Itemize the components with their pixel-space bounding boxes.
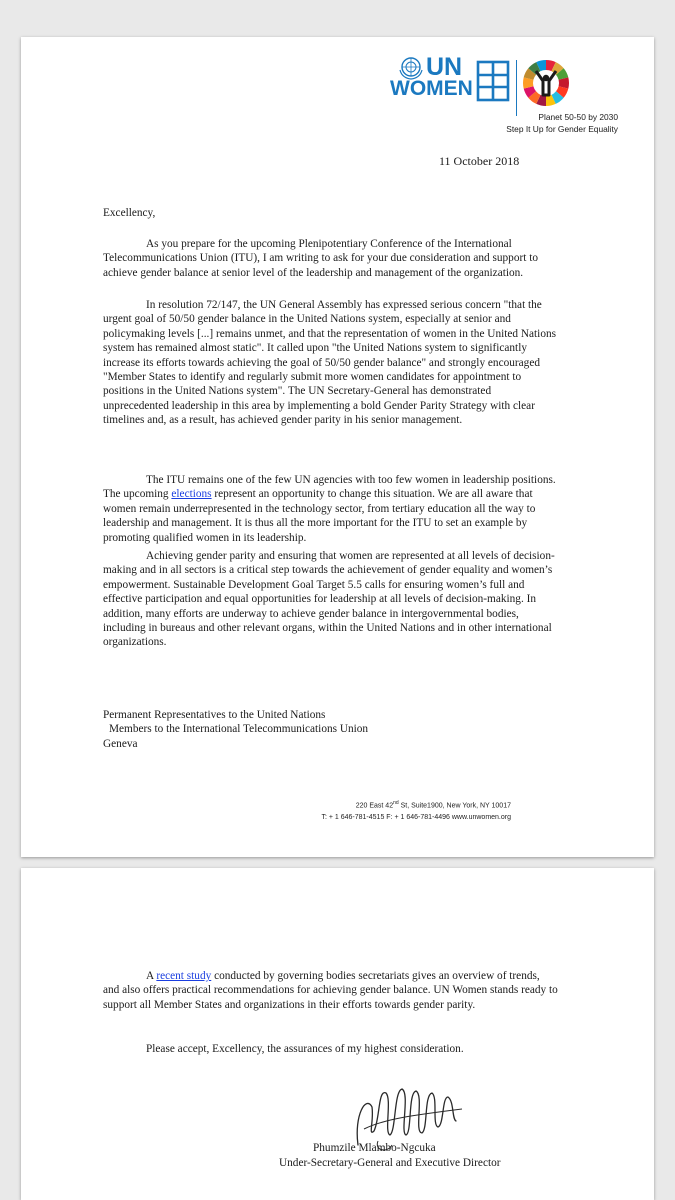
footer-address (321, 797, 511, 812)
signer-block (279, 1141, 501, 1171)
footer-address-prefix: 220 East 42 (355, 802, 394, 810)
addressee-line-3: Geneva (103, 737, 138, 750)
paragraph-4: Achieving gender parity and ensuring that women are represented at all levels of decision-making and in all sectors is a critical step towards the achievement of gender equality and women’s empowerment. Sustainable Development Goal Target 5.5 calls for ensuring women’s full and effective participation and equal opportunities for leadership at all levels of decision-making. In addition, many efforts are underway to achieve gender balance in intergovernmental bodies, including in bureaus and other relevant organs, within the United Nations and in other international organizations. (103, 550, 555, 649)
logo-text-women: WOMEN (390, 77, 473, 100)
footer-address-sup: nd (393, 800, 399, 806)
paragraph-6: Please accept, Excellency, the assurances of my highest consideration. (146, 1043, 464, 1055)
tagline (506, 111, 618, 135)
letter-date: 11 October 2018 (439, 154, 520, 168)
paragraph-3-text-after: represent an opportunity to change this situation. We are all aware that women remain underrepresented in the technology sector, from tertiary education all the way to leadership and management. It is thus all the more important for the ITU to set an example by promoting qualified women in its leadership. (103, 488, 536, 544)
paragraph-5-text-after: conducted by governing bodies secretariats gives an overview of trends, and also offers practical recommendations for achieving gender balance. UN Women stands ready to support all Member States and organizations in their efforts towards gender parity. (103, 970, 558, 1011)
tagline-line-2: Step It Up for Gender Equality (506, 124, 618, 134)
letter-page-2 (21, 868, 654, 1200)
footer-address-suffix: St, Suite1900, New York, NY 10017 (398, 802, 511, 810)
addressee-line-2: Members to the International Telecommunications Union (109, 723, 369, 736)
paragraph-3 (103, 473, 558, 545)
recent-study-link[interactable]: recent study (156, 970, 212, 982)
signer-name: Phumzile Mlambo-Ngcuka (313, 1142, 436, 1154)
elections-link[interactable]: elections (171, 488, 212, 501)
addressee-block (103, 708, 368, 751)
letterhead-footer (321, 797, 511, 824)
addressee-line-1: Permanent Representatives to the United Nations (103, 709, 326, 721)
paragraph-5 (103, 969, 558, 1012)
paragraph-3-text-before: The ITU remains one of the few UN agencies with too few women in leadership positions. The upcoming (103, 474, 556, 501)
sdg-wheel-icon (521, 58, 571, 108)
paragraph-5-text-before: A (146, 970, 157, 982)
footer-contact: T: + 1 646-781-4515 F: + 1 646-781-4496 www.unwomen.org (321, 814, 511, 822)
tagline-line-1: Planet 50-50 by 2030 (538, 112, 618, 122)
logo-text-un: UN (426, 53, 463, 81)
signer-title: Under-Secretary-General and Executive Director (279, 1157, 501, 1169)
logo-divider (516, 60, 517, 116)
salutation: Excellency, (103, 207, 156, 219)
paragraph-1: As you prepare for the upcoming Plenipotentiary Conference of the International Telecommunications Union (ITU), I am writing to ask for your due consideration and support to achieve gender balance at senior level of the leadership and management of the organization. (103, 238, 538, 279)
equality-symbol-icon (476, 60, 510, 102)
letter-page-1 (21, 37, 654, 857)
paragraph-2: In resolution 72/147, the UN General Assembly has expressed serious concern "that the urgent goal of 50/50 gender balance in the United Nations system, especially at senior and policymaking levels [...] remains unmet, and that the representation of women in the United Nations system has remained almost static". It called upon "the United Nations system to significantly increase its efforts towards achieving the goal of 50/50 gender balance" and strongly encouraged "Member States to identify and regularly submit more women candidates for appointment to positions in the United Nations system". The UN Secretary-General has demonstrated unprecedented leadership in this area by implementing a bold Gender Parity Strategy with clear timelines and, as a result, has achieved gender parity in his senior management. (103, 299, 557, 427)
